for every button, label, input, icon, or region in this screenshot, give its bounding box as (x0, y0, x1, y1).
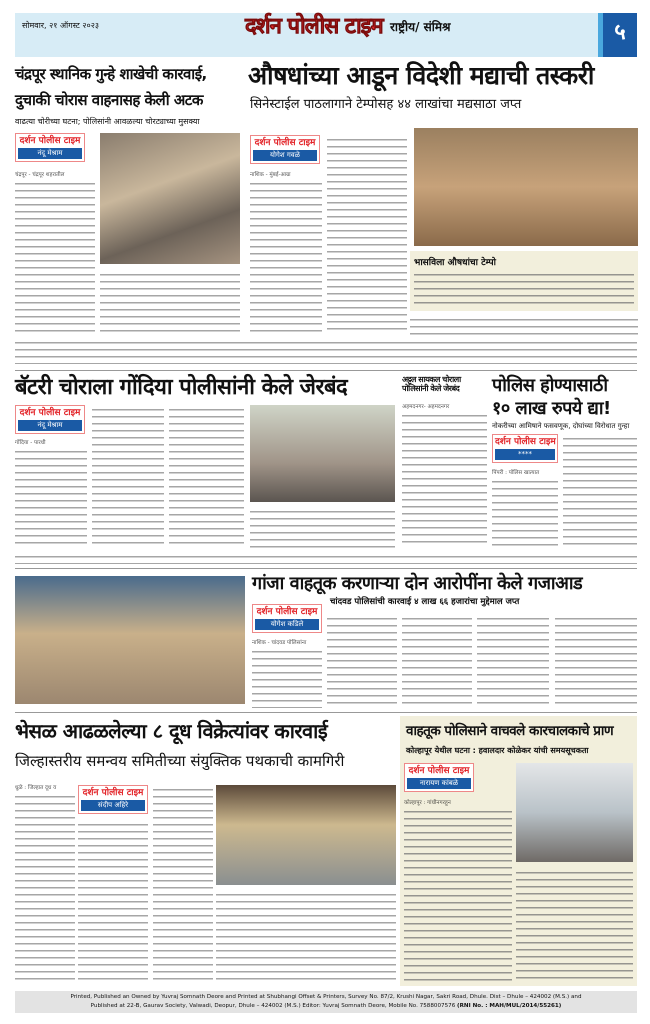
box-body (414, 270, 634, 306)
issue-date: सोमवार, २१ ऑगस्ट २०२३ (22, 21, 100, 30)
story3-body-3 (169, 405, 244, 548)
story8-byline (404, 763, 474, 792)
lead: पिंपरी : पोलिस खात्यात (492, 470, 558, 477)
story7-body-3 (153, 785, 213, 985)
reporter: नंदू मेश्राम (18, 420, 82, 431)
reporter: योगेश गवळे (253, 150, 317, 161)
brand: दर्शन पोलीस टाइम (19, 408, 81, 418)
story7-body-2 (78, 820, 148, 985)
imprint-line2: Published at 22-B, Gaurav Society, Valwadi, Deopur, Dhule – 424002 (M.S.) Editor: Yuvraj Somnath Deore, Mobile No. 7588007576 (90, 1003, 456, 1009)
lead: नाशिक - चांदवड पोलिसांना (252, 640, 322, 647)
story2-body-3 (410, 315, 638, 335)
story8-headline: वाहतूक पोलिसाने वाचवले कारचालकाचे प्राण (406, 723, 614, 739)
rni-number: (RNI No. : MAH/MUL/2014/55261) (457, 1003, 562, 1009)
imprint-line1: Printed, Published an Owned by Yuvraj Somnath Deore and Printed at Shubhangi Offset & Printers, Survey No. 87/2, Krushi Nagar, Sakri Road, Dhule. Dist – Dhule – 424002 (M.S.) and (70, 994, 582, 1000)
continued-body (15, 552, 637, 564)
story8-body (404, 800, 512, 983)
reporter: नारायण कांबळे (407, 778, 471, 789)
lead: नाशिक - मुंबई-आग्रा (250, 172, 322, 179)
story2-body (250, 172, 322, 334)
imprint-footer (15, 991, 637, 1013)
story5-headline1: पोलिस होण्यासाठी (492, 375, 608, 396)
brand: दर्शन पोलीस टाइम (495, 437, 556, 447)
story8-subhead: कोल्हापूर येथील घटना : हवालदार कोळेकर यांची समयसूचकता (406, 746, 589, 755)
brand: दर्शन पोलीस टाइम (82, 788, 144, 798)
story1-byline (15, 133, 85, 162)
story8-body-2 (516, 868, 633, 983)
lead: धुळे : जिल्हात दूध व (15, 785, 75, 792)
story8-photo (516, 763, 633, 862)
story5-headline2: १० लाख रुपये द्या! (492, 398, 611, 419)
story1-photo (100, 133, 240, 264)
story5-body (492, 470, 558, 548)
story2-box (410, 251, 638, 311)
reporter: **** (495, 449, 555, 460)
divider (15, 712, 637, 713)
story4-headline: अट्टल सायकल चोराला पोलिसांनी केले जेरबंद (402, 375, 461, 393)
reporter: नंदू मेश्राम (18, 148, 82, 159)
divider (15, 370, 637, 371)
story6-body-4 (477, 614, 549, 708)
reporter: योगेश कडिले (255, 619, 319, 630)
lead: अहमदनगर- अहमदनगर (402, 404, 487, 411)
story2-photo (414, 128, 638, 246)
story1-body-2 (100, 270, 240, 332)
reporter: संदीप अहिरे (81, 800, 145, 811)
story5-body-2 (563, 434, 637, 548)
story6-subhead: चांदवड पोलिसांची कारवाई ४ लाख ६६ हजारांचा मुद्देमाल जप्त (330, 597, 520, 607)
brand: दर्शन पोलीस टाइम (408, 766, 470, 776)
story1-headline2: दुचाकी चोरास वाहनासह केली अटक (15, 91, 203, 109)
story3-body-4 (250, 507, 395, 548)
story6-body (252, 640, 322, 708)
brand: दर्शन पोलीस टाइम (256, 607, 318, 617)
story1-body (15, 172, 95, 332)
story6-byline (252, 604, 322, 633)
brand: दर्शन पोलीस टाइम (19, 136, 81, 146)
story2-headline: औषधांच्या आडून विदेशी मद्याची तस्करी (248, 61, 594, 90)
story6-body-2 (327, 614, 397, 708)
story6-body-5 (555, 614, 637, 708)
story3-headline: बॅटरी चोराला गोंदिया पोलीसांनी केले जेरबंद (15, 375, 348, 400)
continued-body (15, 338, 637, 364)
box-title: भासविला औषधांचा टेम्पो (414, 258, 496, 268)
lead: चंद्रपूर - चंद्रपूर शहरातील (15, 172, 95, 179)
newspaper-logo: दर्शन पोलीस टाइम (245, 14, 383, 39)
brand: दर्शन पोलीस टाइम (254, 138, 316, 148)
divider (15, 568, 637, 569)
story6-photo (15, 576, 245, 704)
story7-body-4 (216, 890, 396, 985)
story2-subhead: सिनेस्टाईल पाठलागाने टेम्पोसह ४४ लाखांचा मद्यसाठा जप्त (250, 97, 522, 112)
section-name: राष्ट्रीय/ संमिश्र (390, 20, 451, 34)
story2-body-2 (327, 135, 407, 335)
story1-headline1: चंद्रपूर स्थानिक गुन्हे शाखेची कारवाई, (15, 65, 207, 83)
story5-byline (492, 434, 558, 463)
story3-body (15, 440, 87, 548)
story2-byline (250, 135, 320, 164)
story3-photo (250, 405, 395, 502)
page-number: ५ (598, 13, 637, 57)
lead: कोल्हापूर : गांधीनगरहून (404, 800, 512, 807)
story7-body (15, 785, 75, 985)
story3-byline (15, 405, 85, 434)
story7-photo (216, 785, 396, 885)
story7-headline: भेसळ आढळलेल्या ८ दूध विक्रेत्यांवर कारवाई (15, 719, 328, 743)
story5-subhead: नोकरीच्या आमिषाने फसवणूक, दोघांच्या विरोधात गुन्हा (492, 422, 630, 430)
story7-byline (78, 785, 148, 814)
story3-body-2 (92, 405, 164, 548)
story6-body-3 (402, 614, 472, 708)
lead: गोंदिया - पारधी (15, 440, 87, 447)
story6-headline: गांजा वाहतूक करणाऱ्या दोन आरोपींना केले गजाआड (252, 573, 583, 594)
story4-body (402, 404, 487, 548)
story7-subhead: जिल्हास्तरीय समन्वय समितीच्या संयुक्तिक पथकाची कामगिरी (15, 752, 345, 770)
story1-subhead: वाढत्या चोरीच्या घटना; पोलिसांनी आवळल्या चोरट्याच्या मुसक्या (15, 117, 200, 126)
